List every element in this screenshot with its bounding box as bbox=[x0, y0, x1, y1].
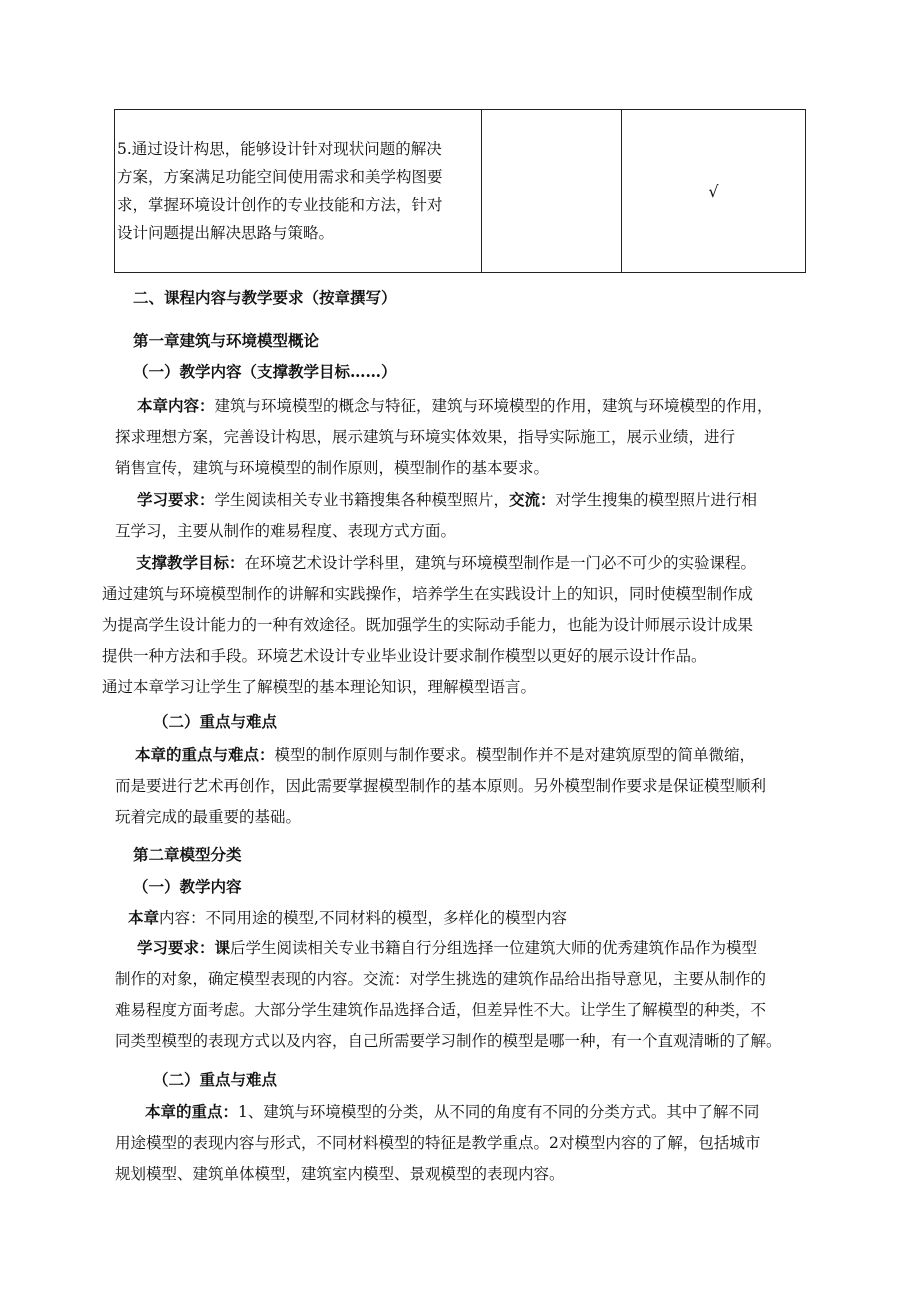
chapter1-key-points-heading: （二）重点与难点 bbox=[153, 712, 278, 731]
chapter1-support-paragraph: 支撑教学目标：在环境艺术设计学科里，建筑与环境模型制作是一门必不可少的实验课程。 通过建筑与环境模型制作的讲解和实践操作，培养学生在实践设计上的知识，同时使模型制作成 为提高学生设计能力的一种有效途径。既加强学生的实际动手能力，也能为设计师展示设计成果 提供一种方法和手段。环境艺术设计专业毕业设计要求制作模型以更好的展示设计作品。 通过本章学习让学生了解模型的基本理论知识，理解模型语言。 bbox=[102, 553, 757, 696]
chapter2-key-points-heading: （二）重点与难点 bbox=[153, 1070, 278, 1089]
chapter1-content-paragraph: 本章内容：建筑与环境模型的概念与特征，建筑与环境模型的作用，建筑与环境模型的作用， 探求理想方案，完善设计构思，展示建筑与环境实体效果，指导实际施工，展示业绩，进行 销售宣传，建筑与环境模型的制作原则，模型制作的基本要求。 bbox=[115, 396, 773, 477]
chapter2-title: 第二章模型分类 bbox=[133, 845, 242, 864]
chapter2-study-paragraph: 学习要求：课后学生阅读相关专业书籍自行分组选择一位建筑大师的优秀建筑作品作为模型 制作的对象，确定模型表现的内容。交流：对学生挑选的建筑作品给出指导意见，主要从制作的 难易程度方面考虑。大部分学生建筑作品选择合适，但差异性不大。让学生了解模型的种类，不 同类型模型的表现方式以及内容，自己所需要学习制作的模型是哪一种，有一个直观清晰的了解。 bbox=[115, 938, 782, 1050]
section-title: 二、课程内容与教学要求（按章撰写） bbox=[133, 288, 397, 307]
chapter1-key-points-paragraph: 本章的重点与难点：模型的制作原则与制作要求。模型制作并不是对建筑原型的简单微缩， 而是要进行艺术再创作，因此需要掌握模型制作的基本原则。另外模型制作要求是保证模型顺利 玩着完成的最重要的基础。 bbox=[115, 745, 767, 826]
empty-cell bbox=[482, 110, 622, 273]
chapter1-study-paragraph: 学习要求：学生阅读相关专业书籍搜集各种模型照片，交流：对学生搜集的模型照片进行相 互学习，主要从制作的难易程度、表现方式方面。 bbox=[115, 490, 758, 540]
chapter2-teaching-content-heading: （一）教学内容 bbox=[133, 877, 242, 896]
table-row bbox=[115, 110, 806, 273]
objectives-table bbox=[114, 109, 806, 273]
chapter1-teaching-content-heading: （一）教学内容（支撑教学目标……） bbox=[133, 362, 397, 381]
chapter2-key-points-paragraph: 本章的重点：1、建筑与环境模型的分类，从不同的角度有不同的分类方式。其中了解不同 用途模型的表现内容与形式，不同材料模型的特征是教学重点。2对模型内容的了解，包括城市 规划模型、建筑单体模型，建筑室内模型、景观模型的表现内容。 bbox=[115, 1102, 761, 1183]
chapter1-title: 第一章建筑与环境模型概论 bbox=[133, 331, 320, 350]
objective-cell bbox=[115, 110, 482, 273]
chapter2-content-line: 本章内容：不同用途的模型,不同材料的模型，多样化的模型内容 bbox=[128, 908, 567, 927]
objective-text: 5.通过设计构思，能够设计针对现状问题的解决 方案，方案满足功能空间使用需求和美学构图要 求，掌握环境设计创作的专业技能和方法，针对 设计问题提出解决思路与策略。 bbox=[117, 140, 443, 242]
checkmark-cell: √ bbox=[622, 110, 806, 273]
